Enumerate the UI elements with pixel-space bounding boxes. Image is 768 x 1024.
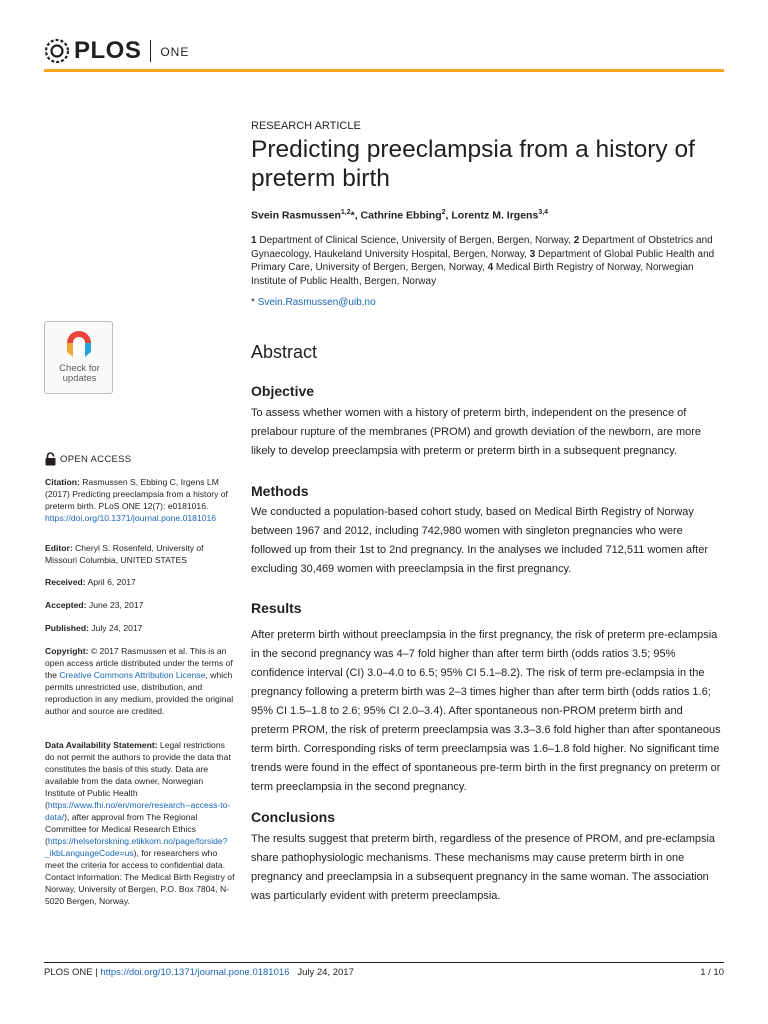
- data-availability-block: Data Availability Statement: Legal restrictions do not permit the authors to provide the data that constitutes the basis of this study. Data are available from the data owner, Norwegian Institute of Public Health (https://www.fhi.no/en/more/research--access-to-data/), after approval from The Regional Committee for Medical Research Ethics (https://helseforskning.etikkom.no/page/forside?_ikbLanguageCode=us), for researchers who meet the criteria for access to confidential data. Contact information: The Medical Birth Registry of Norway, University of Bergen, P.O. Box 7804, N-5020 Bergen, Norway.: [45, 740, 235, 906]
- header-rule: [44, 69, 724, 72]
- license-link[interactable]: Creative Commons Attribution License: [59, 670, 206, 680]
- email-link[interactable]: Svein.Rasmussen@uib.no: [257, 297, 376, 308]
- footer-date: July 24, 2017: [297, 967, 354, 978]
- ethics-committee-link[interactable]: https://helseforskning.etikkom.no/page/forside?_ikbLanguageCode=us: [45, 836, 228, 858]
- footer-journal: PLOS ONE: [44, 967, 93, 978]
- methods-heading: Methods: [251, 483, 309, 499]
- received-date: Received: April 6, 2017: [45, 577, 136, 587]
- page-number: 1 / 10: [700, 967, 724, 978]
- footer-doi-link[interactable]: https://doi.org/10.1371/journal.pone.0181016: [100, 967, 290, 978]
- editor-block: Editor: Cheryl S. Rosenfeld, University of Missouri Columbia, UNITED STATES: [45, 543, 204, 565]
- plos-mark-icon: [44, 38, 70, 64]
- corresponding-email: * Svein.Rasmussen@uib.no: [251, 297, 376, 308]
- affiliations: 1 Department of Clinical Science, University of Bergen, Bergen, Norway, 2 Department of Obstetrics and Gynaecology, Haukeland University Hospital, Bergen, Norway, 3 Department of Global Public Health and Primary Care, University of Bergen, Bergen, Norway, 4 Medical Birth Registry of Norway, Norwegian Institute of Public Health, Bergen, Norway: [251, 235, 715, 287]
- article-title: Predicting preeclampsia from a history of preterm birth: [251, 136, 695, 192]
- copyright-block: Copyright: © 2017 Rasmussen et al. This is an open access article distributed under the terms of the Creative Commons Attribution License, which permits unrestricted use, distribution, and reproduction in any medium, provided the original author and source are credited.: [45, 646, 234, 716]
- published-date: Published: July 24, 2017: [45, 623, 143, 633]
- objective-text: To assess whether women with a history of preterm birth, independent on the presence of prelabour rupture of the membranes (PROM) and growth deviation of the newborn, are more likely to develop preeclampsia with preterm or preterm birth in a subsequent pregnancy.: [251, 407, 702, 457]
- author-name: Svein Rasmussen: [251, 209, 341, 222]
- journal-logo: [44, 34, 189, 68]
- data-access-link[interactable]: https://www.fhi.no/en/more/research--access-to-data/: [45, 800, 231, 822]
- results-text: After preterm birth without preeclampsia in the first pregnancy, the risk of preterm pre-eclampsia in the second pregnancy was 4–7 fold higher than after term birth (odds ratios 3.5; 95% confidence interval (CI) 3.0–4.0 to 6.5; 95% CI 5.1–8.2). The risk of term pre-eclampsia in the pregnancy following a preterm birth was 2–3 times higher than after term birth (odds ratios 1.6; 95% CI 1.5–1.8 to 2.6; 95% CI 2.0–3.4). After spontaneous non-PROM preterm birth and preterm PROM, the risk of preterm preeclampsia was 3.3–3.6 fold higher than after spontaneous term birth. Corresponding risks of term preeclampsia was 1.6–1.8 fold higher. No significant time trends were found in the effect of spontaneous pre-term birth in the first pregnancy on preterm or term preeclampsia in the second pregnancy.: [251, 629, 721, 793]
- citation-doi-link[interactable]: https://doi.org/10.1371/journal.pone.0181016: [45, 513, 217, 523]
- logo-divider: [150, 40, 151, 62]
- crossmark-icon: [63, 327, 95, 361]
- footer-rule: [44, 962, 724, 963]
- journal-name: ONE: [160, 45, 190, 59]
- article-type: RESEARCH ARTICLE: [251, 120, 361, 132]
- badge-label: Check for updates: [59, 363, 100, 384]
- open-access-label: OPEN ACCESS: [45, 452, 131, 466]
- methods-text: We conducted a population-based cohort study, based on Medical Birth Registry of Norway between 1967 and 2012, including 742,980 women with singleton pregnancies who were followed up from their 1st to 2nd pregnancy. In the analyses we included 712,511 women after excluding 30,469 women with preeclampsia in the first pregnancy.: [251, 506, 708, 575]
- brand-name: PLOS: [74, 37, 142, 64]
- page-footer: PLOS ONE | https://doi.org/10.1371/journal.pone.0181016 July 24, 2017 1 / 10: [44, 967, 724, 978]
- check-for-updates-badge[interactable]: [44, 321, 113, 394]
- author-name: Cathrine Ebbing: [360, 209, 442, 222]
- author-name: Lorentz M. Irgens: [451, 209, 539, 222]
- objective-heading: Objective: [251, 383, 315, 399]
- abstract-heading: Abstract: [251, 342, 318, 362]
- open-lock-icon: [45, 452, 56, 466]
- accepted-date: Accepted: June 23, 2017: [45, 600, 144, 610]
- citation-block: Citation: Rasmussen S, Ebbing C, Irgens LM (2017) Predicting preeclampsia from a history of preterm birth. PLoS ONE 12(7): e0181016. https://doi.org/10.1371/journal.pone.0181016: [45, 477, 228, 523]
- results-heading: Results: [251, 600, 302, 616]
- author-list: Svein Rasmussen$^{1,2}$*, Cathrine Ebbing$^2$, Lorentz M. Irgens$^{3,4}$: [251, 209, 549, 222]
- conclusions-text: The results suggest that preterm birth, regardless of the presence of PROM, and pre-eclampsia share pathophysiologic mechanisms. These mechanisms may cause preterm birth in one pregnancy and preeclampsia in a subsequent pregnancy in the same woman. The association was particularly evident with preterm preeclampsia.: [251, 833, 716, 902]
- conclusions-heading: Conclusions: [251, 809, 336, 825]
